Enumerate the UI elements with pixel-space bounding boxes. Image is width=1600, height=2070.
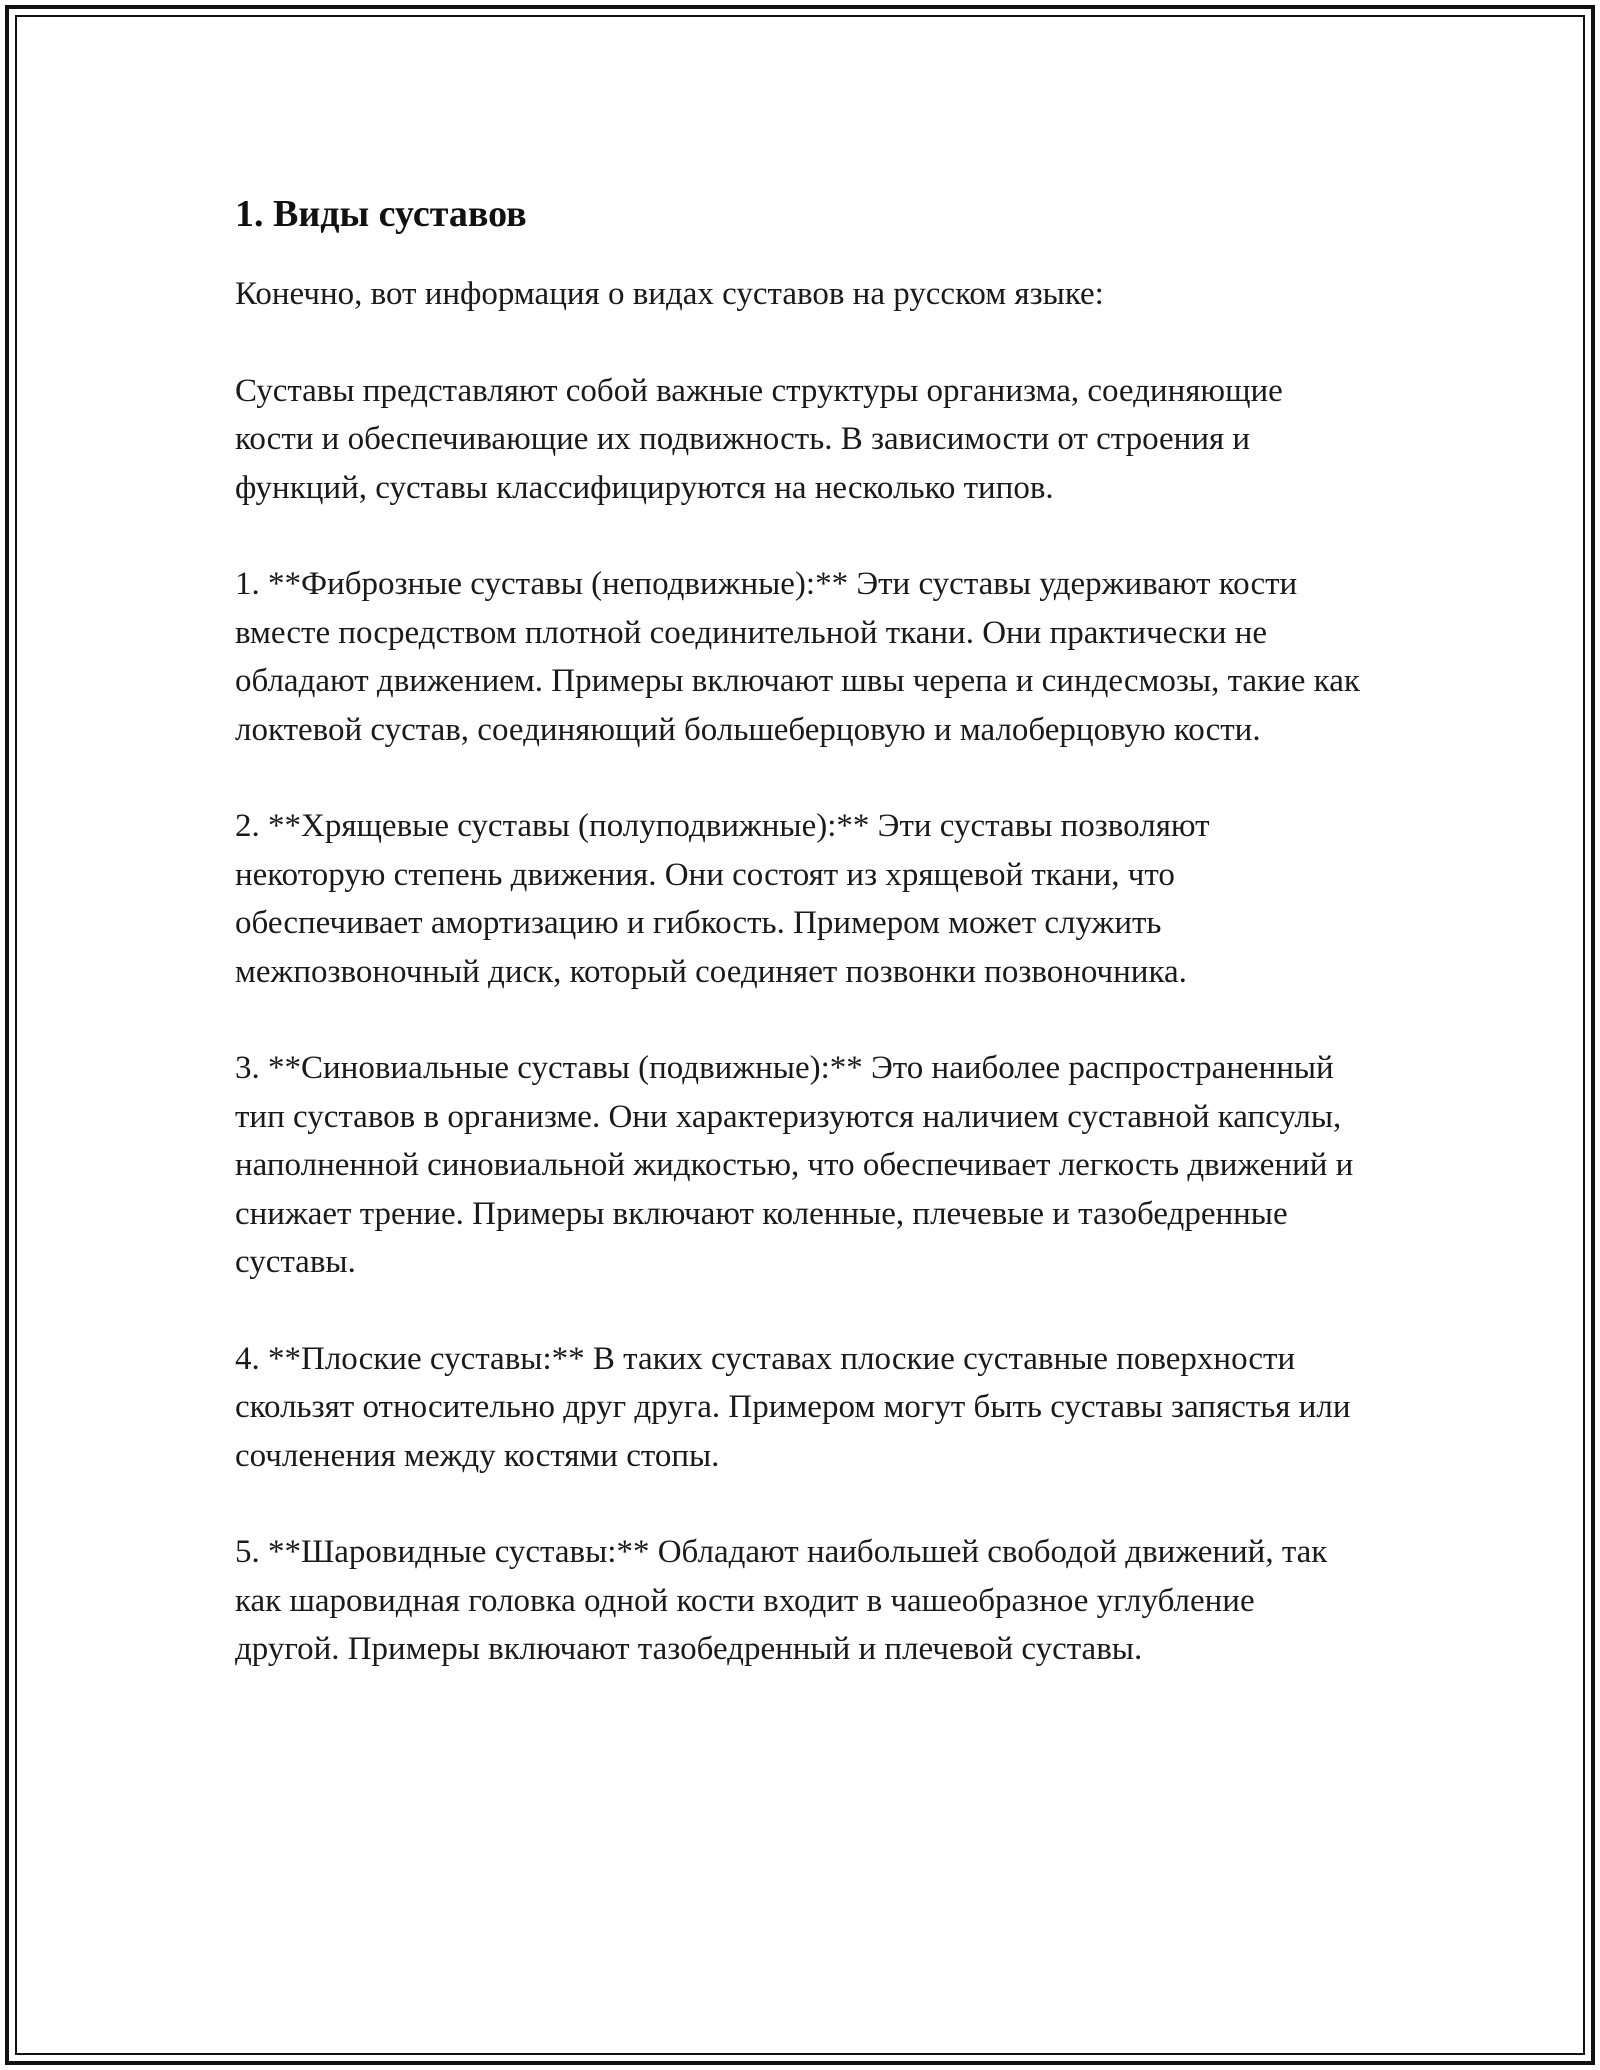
overview-paragraph: Суставы представляют собой важные структуры организма, соединяющие кости и обеспечивающие их подвижность. В зависимости от строения и функций, суставы классифицируются на несколько типов. (235, 372, 1283, 506)
document-title: 1. Виды суставов (235, 193, 527, 235)
list-item-cartilaginous-joints: 2. **Хрящевые суставы (полуподвижные):** Эти суставы позволяют некоторую степень движения. Они состоят из хрящевой ткани, что обеспечивает амортизацию и гибкость. Примером может служить межпозвоночный диск, который соединяет позвонки позвоночника. (235, 808, 1210, 990)
document-body (235, 190, 1365, 1722)
list-item-plane-joints: 4. **Плоские суставы:** В таких суставах плоские суставные поверхности скользят относительно друг друга. Примером могут быть суставы запястья или сочленения между костями стопы. (235, 1340, 1351, 1474)
list-item-ball-socket-joints: 5. **Шаровидные суставы:** Обладают наибольшей свободой движений, так как шаровидная головка одной кости входит в чашеобразное углубление другой. Примеры включают тазобедренный и плечевой суставы. (235, 1534, 1328, 1667)
list-item-fibrous-joints: 1. **Фиброзные суставы (неподвижные):** Эти суставы удерживают кости вместе посредством плотной соединительной ткани. Они практически не обладают движением. Примеры включают швы черепа и синдесмозы, такие как локтевой сустав, соединяющий большеберцовую и малоберцовую кости. (235, 566, 1360, 748)
intro-paragraph: Конечно, вот информация о видах суставов на русском языке: (235, 276, 1104, 312)
list-item-synovial-joints: 3. **Синовиальные суставы (подвижные):** Это наиболее распространенный тип суставов в организме. Они характеризуются наличием суставной капсулы, наполненной синовиальной жидкостью, что обеспечивает легкость движений и снижает трение. Примеры включают коленные, плечевые и тазобедренные суставы. (235, 1050, 1354, 1280)
